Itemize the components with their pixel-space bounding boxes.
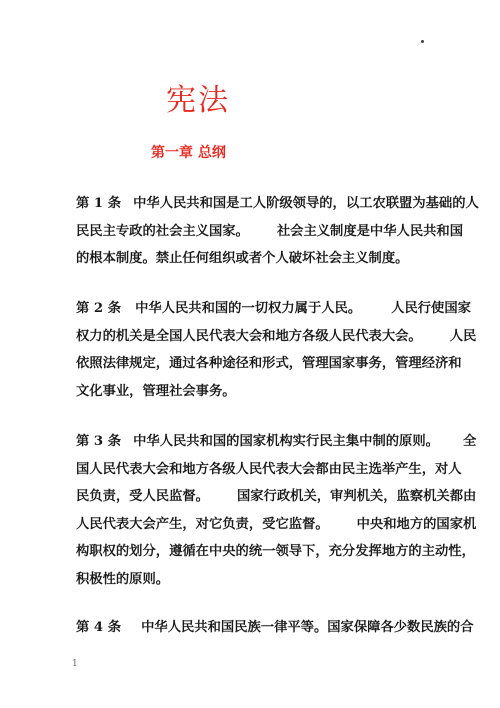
article-2 bbox=[76, 295, 477, 405]
article-text: 中华人民共和国民族一律平等。国家保障各少数民族的合 bbox=[141, 620, 474, 635]
article-text: 国人民代表大会和地方各级人民代表大会都由民主选举产生，对人 bbox=[76, 461, 462, 477]
article-text: 构职权的划分，遵循在中央的统一领导下，充分发挥地方的主动性， bbox=[76, 544, 475, 559]
article-text: 积极性的原则。 bbox=[76, 571, 170, 587]
article-label: 第 2 条 bbox=[76, 301, 122, 316]
article-line bbox=[76, 538, 475, 566]
article-label: 第 1 条 bbox=[76, 196, 122, 211]
chapter-heading: 第一章 总纲 bbox=[151, 145, 226, 161]
article-label: 第 4 条 bbox=[76, 620, 122, 635]
article-line bbox=[76, 614, 474, 642]
article-line bbox=[76, 483, 477, 511]
article-text: 人民 bbox=[449, 328, 477, 344]
page-dot-mark bbox=[421, 40, 424, 43]
article-line bbox=[76, 190, 479, 218]
article-line bbox=[76, 378, 431, 406]
article-text: 中央和地方的国家机 bbox=[356, 516, 477, 532]
article-line bbox=[76, 566, 431, 594]
article-text: 人民代表大会产生，对它负责，受它监督。 bbox=[76, 516, 329, 532]
document-title: 宪法 bbox=[166, 83, 230, 119]
article-text: 社会主义制度是中华人民共和国 bbox=[276, 223, 464, 239]
article-line bbox=[76, 295, 471, 323]
article-line bbox=[76, 245, 431, 273]
article-text: 全 bbox=[462, 434, 477, 449]
article-label: 第 3 条 bbox=[76, 434, 122, 449]
article-text: 民负责，受人民监督。 bbox=[76, 489, 209, 504]
article-line bbox=[76, 456, 462, 484]
article-line bbox=[76, 428, 477, 456]
article-line bbox=[76, 350, 462, 378]
article-text: 的根本制度。禁止任何组织或者个人破坏社会主义制度。 bbox=[76, 251, 409, 266]
article-4 bbox=[76, 614, 474, 642]
article-text: 依照法律规定，通过各种途径和形式，管理国家事务，管理经济和 bbox=[76, 356, 462, 371]
article-line bbox=[76, 323, 477, 351]
article-1 bbox=[76, 190, 479, 273]
article-line bbox=[76, 218, 464, 246]
article-text: 民民主专政的社会主义国家。 bbox=[76, 223, 249, 239]
article-text: 中华人民共和国的国家机构实行民主集中制的原则。 bbox=[133, 434, 439, 449]
article-text: 权力的机关是全国人民代表大会和地方各级人民代表大会。 bbox=[76, 328, 422, 344]
article-text: 中华人民共和国的一切权力属于人民。 bbox=[135, 301, 362, 316]
article-text: 人民行使国家 bbox=[391, 301, 471, 316]
article-line bbox=[76, 511, 477, 539]
article-3 bbox=[76, 428, 477, 593]
article-text: 文化事业，管理社会事务。 bbox=[76, 383, 236, 399]
article-text: 中华人民共和国是工人阶级领导的，以工农联盟为基础的人 bbox=[133, 196, 479, 211]
page-footer-mark: 1 bbox=[72, 659, 78, 669]
article-text: 国家行政机关，审判机关，监察机关都由 bbox=[236, 489, 477, 504]
